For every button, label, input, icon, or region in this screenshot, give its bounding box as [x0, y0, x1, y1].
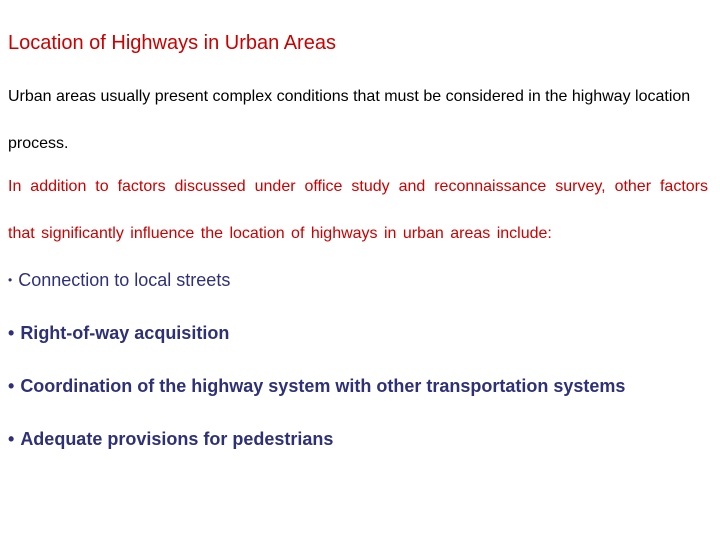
bullet-item [8, 321, 229, 345]
bullet-item [8, 374, 625, 398]
bullet-dot: • [8, 376, 15, 396]
slide-title: Location of Highways in Urban Areas [8, 32, 336, 54]
bullet-dot: • [8, 273, 13, 287]
bullet-item [8, 427, 333, 451]
bullet-text: Adequate provisions for pedestrians [20, 429, 334, 449]
bullet-item [8, 268, 230, 292]
bullet-text: Right-of-way acquisition [20, 323, 230, 343]
bullet-dot: • [8, 323, 15, 343]
bullet-text: Coordination of the highway system with other transportation systems [20, 376, 626, 396]
intro-paragraph: Urban areas usually present complex conditions that must be considered in the highway location process. [8, 88, 691, 152]
factors-paragraph: In addition to factors discussed under office study and reconnaissance survey, other factors that significantly influence the location of highways in urban areas include: [8, 178, 708, 242]
bullet-dot: • [8, 429, 15, 449]
bullet-text: Connection to local streets [18, 270, 231, 290]
